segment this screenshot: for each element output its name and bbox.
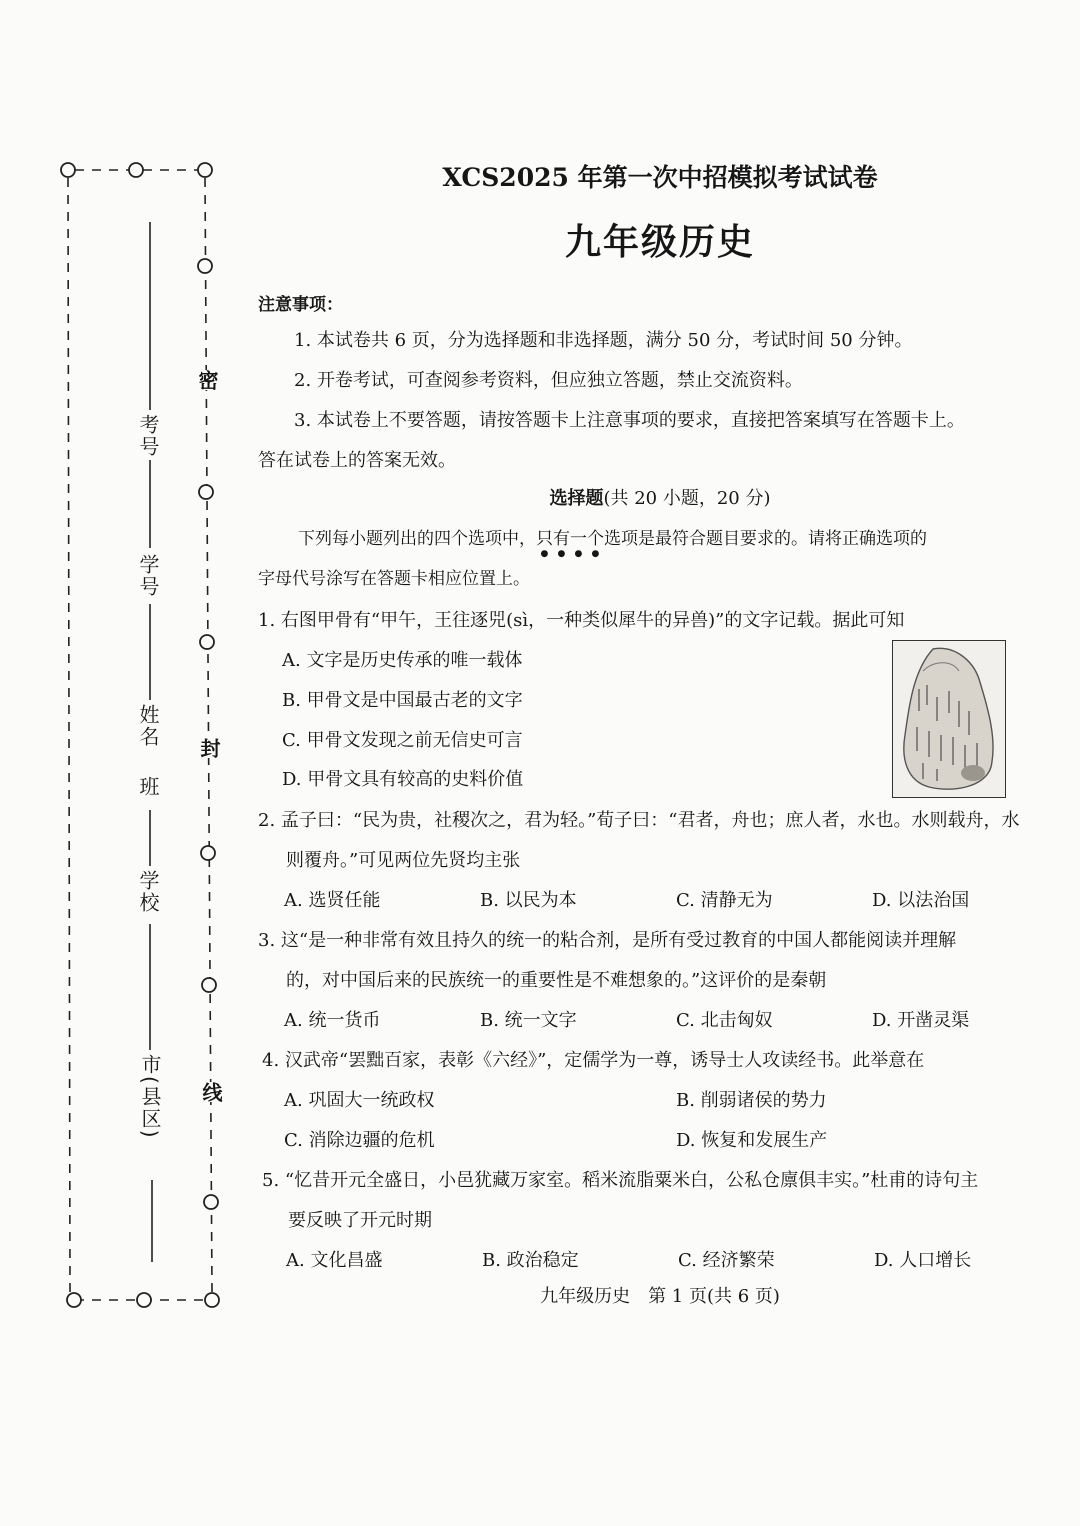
q1-option-c: C. 甲骨文发现之前无信史可言 [282,730,523,751]
q1-option-b: B. 甲骨文是中国最古老的文字 [282,690,523,711]
q4-option-d: D. 恢复和发展生产 [676,1130,828,1151]
subject-title: 九年级历史 [564,221,755,263]
section-title [260,484,1060,510]
q3-stem-cont: 的，对中国后来的民族统一的重要性是不难想象的。”这评价的是秦朝 [286,970,827,991]
q4-stem: 4. 汉武帝“罢黜百家，表彰《六经》”，定儒学为一尊，诱导士人攻读经书。此举意在 [262,1050,925,1071]
q3-stem: 3. 这“是一种非常有效且持久的统一的粘合剂，是所有受过教育的中国人都能阅读并理解 [258,930,957,951]
q1-stem: 1. 右图甲骨有“甲午，王往逐兕(sì，一种类似犀牛的异兽)”的文字记载。据此可知 [258,610,905,631]
binding-margin [0,0,240,1320]
q2-stem: 2. 孟子曰：“民为贵，社稷次之，君为轻。”荀子曰：“君者，舟也；庶人者，水也。水则载舟，水 [258,810,1020,831]
section-instructions [298,524,927,559]
page-footer: 九年级历史 第 1 页(共 6 页) [540,1286,780,1307]
section-title-suffix: (共 20 小题，20 分) [603,488,771,509]
q5-stem: 5. “忆昔开元全盛日，小邑犹藏万家室。稻米流脂粟米白，公私仓廪俱丰实。”杜甫的诗句主 [262,1170,979,1191]
q5-stem-cont: 要反映了开元时期 [288,1210,432,1231]
city-county-label: 市(县区) [138,1054,162,1140]
q5-option-a: A. 文化昌盛 [286,1250,383,1271]
cut-line-frame [0,0,240,1320]
q1-option-a: A. 文字是历史传承的唯一载体 [282,650,523,671]
q1-option-d: D. 甲骨文具有较高的史料价值 [282,769,524,790]
seal-mark-xian: 线 [197,1082,226,1102]
q5-option-b: B. 政治稳定 [482,1250,579,1271]
section-instructions-line2: 字母代号涂写在答题卡相应位置上。 [258,569,530,589]
notes-line-3-cont: 答在试卷上的答案无效。 [258,450,456,471]
notes-line-2: 2. 开卷考试，可查阅参考资料，但应独立答题，禁止交流资料。 [294,370,803,391]
q3-option-a: A. 统一货币 [284,1010,381,1031]
exam-title: XCS2025 年第一次中招模拟考试试卷 [442,163,878,192]
q4-option-a: A. 巩固大一统政权 [284,1090,435,1111]
q2-option-b: B. 以民为本 [480,890,577,911]
q4-option-b: B. 削弱诸侯的势力 [676,1090,827,1111]
name-label: 姓名 [136,704,160,748]
q5-option-d: D. 人口增长 [874,1250,972,1271]
q2-option-a: A. 选贤任能 [284,890,381,911]
q2-option-d: D. 以法治国 [872,890,970,911]
q3-option-c: C. 北击匈奴 [676,1010,773,1031]
seal-mark-mi: 密 [193,370,222,390]
class-label: 班 [136,776,160,798]
q4-option-c: C. 消除边疆的危机 [284,1130,435,1151]
instr-after: 选项是最符合题目要求的。请将正确选项的 [604,529,927,549]
seal-mark-feng: 封 [195,738,224,758]
exam-number-label: 考号 [136,414,160,458]
oracle-bone-drawing [893,641,1005,797]
section-title-main: 选择题 [549,488,604,509]
school-label: 学校 [136,870,160,914]
notes-heading: 注意事项： [258,295,343,315]
student-id-label: 学号 [136,554,160,598]
notes-line-3: 3. 本试卷上不要答题，请按答题卡上注意事项的要求，直接把答案填写在答题卡上。 [294,410,965,431]
q2-stem-cont: 则覆舟。”可见两位先贤均主张 [286,850,521,871]
q2-option-c: C. 清静无为 [676,890,773,911]
instr-before: 下列每小题列出的四个选项中， [298,529,536,549]
q3-option-b: B. 统一文字 [480,1010,577,1031]
q5-option-c: C. 经济繁荣 [678,1250,775,1271]
notes-line-1: 1. 本试卷共 6 页，分为选择题和非选择题，满分 50 分，考试时间 50 分钟。 [294,330,913,351]
q3-option-d: D. 开凿灵渠 [872,1010,970,1031]
instr-emphasis: 只有一个 [536,529,604,549]
oracle-bone-image [892,640,1006,798]
